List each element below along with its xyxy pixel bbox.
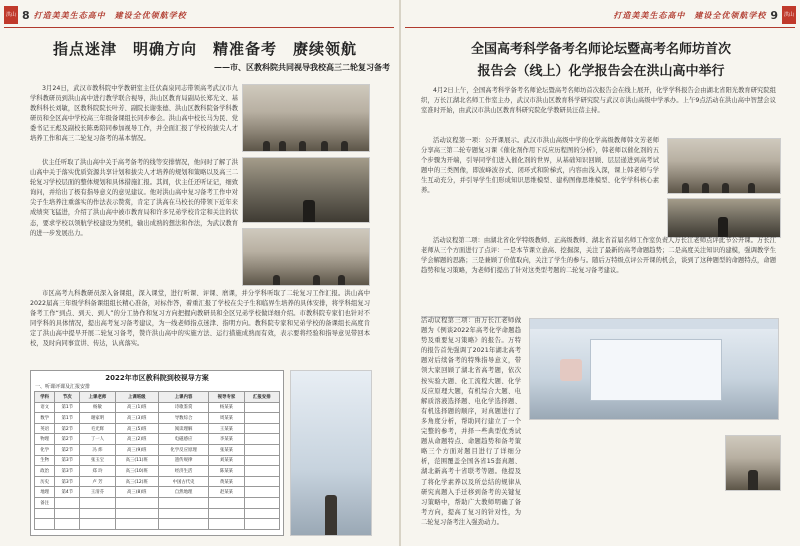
table-cell: 第2节 [55, 423, 80, 434]
table-cell: 李某某 [209, 434, 244, 445]
table-row [35, 519, 280, 530]
table-cell: 谢家明 [80, 413, 115, 424]
table-cell: 王清芬 [80, 487, 115, 498]
table-cell [209, 497, 244, 508]
teacher-photo [242, 157, 370, 223]
table-header: 上课老师 [80, 392, 115, 403]
table-cell: 中国古代史 [158, 476, 208, 487]
table-title: 2022年市区教科院到校视导方案 [105, 374, 209, 382]
table-cell: 第2节 [55, 444, 80, 455]
table-cell [80, 519, 115, 530]
table-cell: 丁一人 [80, 434, 115, 445]
table-cell [115, 508, 158, 519]
table-cell [209, 519, 244, 530]
article-title-line1: 全国高考科学备考名师论坛暨高考名师坊首次 [470, 42, 731, 57]
right-page [401, 0, 800, 546]
table-header: 汇报安排 [244, 392, 279, 403]
table-cell: 化学反应原理 [158, 444, 208, 455]
table-row [35, 508, 280, 519]
table-cell: 第1节 [55, 402, 80, 413]
table-cell: 第4节 [55, 487, 80, 498]
table-row [35, 455, 280, 466]
table-cell: 经济生活 [158, 466, 208, 477]
lecture-photo [290, 370, 372, 536]
article-title-line2: 报告会（线上）化学报告会在洪山高中举行 [477, 64, 725, 79]
table-header: 上课内容 [158, 392, 208, 403]
table-cell: 高三(1)班 [115, 402, 158, 413]
table-cell: 高三(8)班 [115, 487, 158, 498]
table-cell [158, 519, 208, 530]
header-slogan: 打造美美生态高中 建设全优领航学校 [33, 10, 187, 20]
paragraph: 活动议程第一项：公开课展示。武汉市洪山高级中学的化学高级教师韩文芳老师分享高三第二轮专题复习课《催化剂作用下反应历程图的分析》，韩老师以催化剂的五个步骤为开端，引导同学们进入催化剂的世界，从基础知识回顾、层层递进到高考试题中的三类图像，即波峰波谷式、闭环式和阶梯式，内容由浅入深，课上韩老师与学生互动充分，并引导学生们形成知识思维模型、建构图像思维模型、化学学科核心素养。 [421, 137, 659, 195]
table-cell: 导数综合 [158, 413, 208, 424]
table-cell: 物理 [35, 434, 55, 445]
paragraph: 活动议程第三项：由万长江老师做题为《例谈2022年高考化学命题趋势及重要复习策略》的报告。万特的报告首先强调了2021年湖北高考题对后续备考的特殊指导意义，带领大家回顾了湖北省高考题，依次按实验大题、化工流程大题、化学反应原理大题，有机综合大题、电解质溶液选择题、电化学选择题、有机选择题的顺序，对真题进行了多角度分析，帮助同行建立了一个完整的参考，并择一些典型优秀试题从命题特点、命题趋势和备考策略三个方面对题目进行了详细分析，范围覆盖全国各省15套真题、湖北新高考十省联考等题。他提及了将化学素养以及所总结的规律从研究真题入手迁移到备考的关键复习策略中，帮助广大教师明确了备考方向，提高了复习的针对性，为二轮复习备考注入强劲动力。 [421, 317, 521, 526]
paragraph: 3月24日，武汉市教科院中学教研室主任伏森泉同志带领高考武汉市九学科教研员到洪山高中进行教学联合视导，洪山区教育局副局长郑光文、基教科科长刘敏，区教科院院长叶芳、副院长谢张德、洪山区教科院备学科教研员和全区高中学校高三年级备课组长同步参会。洪山高中校长马为民、党委书记王彪及副校长陈勇陪同参加视导工作，并全面汇报了学校的拔尖人才培养工作和高三二轮复习备考的基本情况。 [30, 85, 238, 143]
table-cell: 王某某 [209, 423, 244, 434]
table-cell: 第3节 [55, 466, 80, 477]
table-row [35, 487, 280, 498]
online-report-screenshot [529, 318, 779, 420]
table-cell: 杨敏 [80, 402, 115, 413]
table-cell: 刘某某 [209, 455, 244, 466]
school-logo-icon: 洪山 [4, 6, 18, 24]
table-cell: 高三(2)班 [115, 434, 158, 445]
table-cell [55, 519, 80, 530]
table-cell: 第3节 [55, 476, 80, 487]
paragraph: 4月2日上午，全国高考科学备考名师论坛暨高考名师坊首次报告会在线上展开，化学学科报告会由湖北省阳光教育研究院组织，万长江湖北名师工作室主办，武汉市洪山区教育科学研究院与武汉市洪山高级中学承办。上午9点活动在洪山高中智慧会议室准时开始，由武汉市洪山区教育科研究院化学教研员汪蓓主持。 [421, 87, 776, 115]
table-cell: 历史 [35, 476, 55, 487]
schedule-table [30, 370, 284, 536]
table-cell [80, 508, 115, 519]
article-title: 指点迷津 明确方向 精准备考 赓续领航 [52, 40, 357, 58]
table-cell: 地理 [35, 487, 55, 498]
table-cell [35, 508, 55, 519]
table-cell [158, 508, 208, 519]
seminar-photo [242, 228, 370, 286]
table-cell: 黄某某 [209, 476, 244, 487]
table-cell: 高三(5)班 [115, 423, 158, 434]
table-cell [244, 487, 279, 498]
table-cell: 第2节 [55, 434, 80, 445]
table-cell: 高三(11)班 [115, 455, 158, 466]
table-header: 上课班级 [115, 392, 158, 403]
table-cell: 阅读理解 [158, 423, 208, 434]
table-row [35, 413, 280, 424]
table-row [35, 476, 280, 487]
table-cell: 陈某某 [209, 466, 244, 477]
table-cell [244, 497, 279, 508]
table-cell: 数学 [35, 413, 55, 424]
table-cell [244, 508, 279, 519]
table-cell: 语文 [35, 402, 55, 413]
table-header: 视导专家 [209, 392, 244, 403]
header-divider [405, 27, 795, 28]
table-row [35, 423, 280, 434]
table-cell: 英语 [35, 423, 55, 434]
table-cell [115, 519, 158, 530]
page-number: 8 [22, 8, 30, 22]
table-cell: 遗传规律 [158, 455, 208, 466]
table-cell [115, 497, 158, 508]
table-cell: 第3节 [55, 455, 80, 466]
table-header: 节次 [55, 392, 80, 403]
table-cell: 赵某某 [209, 487, 244, 498]
meeting-photo [242, 84, 370, 152]
table-cell [158, 497, 208, 508]
header-slogan: 打造美美生态高中 建设全优领航学校 [613, 10, 767, 20]
schedule-grid [34, 391, 280, 530]
table-cell: 化学 [35, 444, 55, 455]
table-cell: 周某某 [209, 413, 244, 424]
table-cell: 第1节 [55, 413, 80, 424]
table-cell: 张玉宝 [80, 455, 115, 466]
paragraph: 市区高考九科教研员深入备课组，深入课堂，进行听课、评课、磨课，并分学科听取了二轮复习工作汇报。洪山高中2022届高三年级学科备课组组长精心准备，对标作答，着重汇报了学校在尖子生和临界生培养的具体安排，将学科组复习备考工作“到点、到天、到人”的分工协作和复习方向把握向教研员和全区兄弟学校做详细介绍。市教科院专家们也针对不同学科的具体情况，提出高考复习备考建议，为一线老师指点迷津、指明方向。教科院专家和兄弟学校的备课组长高度肯定了洪山高中提早开展二轮复习备考，赞许洪山高中的实施方法、运行措施成熟而有效，表示要将经验和指导意见带回本校，及时向同事宣讲、传达，认真落实。 [30, 290, 370, 348]
table-cell: 张某某 [209, 444, 244, 455]
table-cell: 政治 [35, 466, 55, 477]
table-cell: 卢 芳 [80, 476, 115, 487]
table-row [35, 402, 280, 413]
table-cell: 冯 炜 [80, 444, 115, 455]
table-cell: 高三(3)班 [115, 413, 158, 424]
left-header [4, 4, 187, 26]
table-cell [244, 466, 279, 477]
table-cell [244, 423, 279, 434]
table-row [35, 497, 280, 508]
table-cell: 高三(10)班 [115, 466, 158, 477]
table-cell: 高三(12)班 [115, 476, 158, 487]
article-subtitle: ——市、区教科院共同视导我校高三二轮复习备考 [214, 62, 390, 72]
classroom-photo [667, 138, 781, 194]
table-cell: 生物 [35, 455, 55, 466]
table-cell [244, 476, 279, 487]
table-cell [209, 508, 244, 519]
table-cell [35, 519, 55, 530]
table-cell: 电磁感应 [158, 434, 208, 445]
table-cell [55, 497, 80, 508]
school-logo-icon: 洪山 [782, 6, 796, 24]
left-page [0, 0, 399, 546]
teacher-photo [667, 198, 781, 238]
table-cell [244, 444, 279, 455]
table-subtitle: 一、听课评课及汇报安排 [35, 384, 91, 390]
table-cell [244, 402, 279, 413]
paragraph: 活动议程第二项：由湖北省化学特级教师、正高级教师、湖北省首届名师工作室负责人万长江老师点评此节公开课。万长江老师从三个方面进行了点评：一是本节课立意高、挖掘深，关注了最新的高考命题趋势；二是高度关注知识的建模，强调教学生学会解题的思路；三是兼顾了价值取向，关注了学生的参与。随后万特级点评公开课的机会，谈到了这种题型的命题特点，命题趋势和复习策略，为老师们提出了针对这类型考题的二轮复习备考建议。 [421, 237, 776, 275]
table-cell: 备注 [35, 497, 55, 508]
table-cell: 毛光辉 [80, 423, 115, 434]
table-cell: 诗歌鉴赏 [158, 402, 208, 413]
table-cell [80, 497, 115, 508]
speaker-photo [725, 435, 781, 491]
table-cell [244, 519, 279, 530]
right-header [613, 4, 796, 26]
table-header: 学科 [35, 392, 55, 403]
table-row [35, 434, 280, 445]
table-cell: 郑 玲 [80, 466, 115, 477]
paragraph: 伏主任听取了洪山高中关于高考备考的线等安排情况，他问时了解了洪山高中关于落实优质资源共享计划和拔尖人才培养的规划和策略以及高三二轮复习学校层面的整体规划和具体措施汇报。其间，伏主任还听证记，细致询问，并给出了极有指导意义的意见建议。他对洪山高中复习备考工作中对尖子生培养注重落实的作法表示赞赏，肯定了洪高在马校长的带领下近年来成绩突飞猛进，介绍了洪山高中被市教育局和许多兄弟学校肯定和关注的状态，要求学校以领航学校建设为契机，输出成熟的想法和作法，为武汉教育的进一步发展出力。 [30, 159, 238, 237]
table-cell: 自然地理 [158, 487, 208, 498]
table-cell [244, 455, 279, 466]
page-number: 9 [770, 8, 778, 22]
table-cell [244, 413, 279, 424]
table-cell [55, 508, 80, 519]
table-row [35, 444, 280, 455]
table-cell [244, 434, 279, 445]
table-row [35, 466, 280, 477]
table-body [35, 402, 280, 529]
table-cell: 杨某某 [209, 402, 244, 413]
table-cell: 高三(9)班 [115, 444, 158, 455]
header-divider [4, 27, 394, 28]
